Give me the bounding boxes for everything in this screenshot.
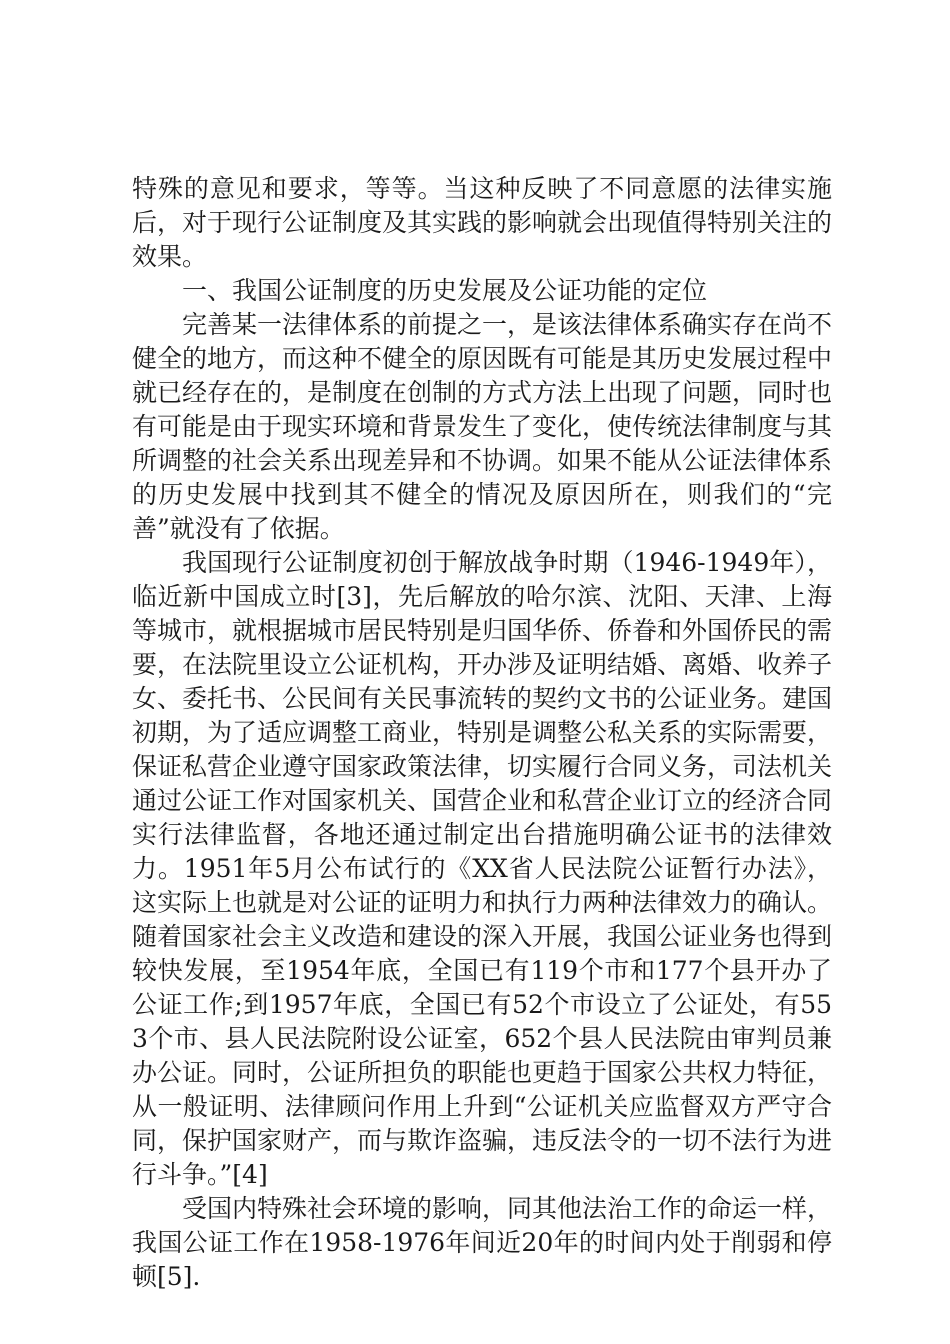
paragraph-continuation: 特殊的意见和要求，等等。当这种反映了不同意愿的法律实施后，对于现行公证制度及其实践的影响就会出现值得特别关注的效果。 [132,174,833,271]
paragraph-body: 我国现行公证制度初创于解放战争时期（1946-1949年），临近新中国成立时[3]，先后解放的哈尔滨、沈阳、天津、上海等城市，就根据城市居民特别是归国华侨、侨眷和外国侨民的需要，在法院里设立公证机构，开办涉及证明结婚、离婚、收养子女、委托书、公民间有关民事流转的契约文书的公证业务。建国初期，为了适应调整工商业，特别是调整公私关系的实际需要，保证私营企业遵守国家政策法律，切实履行合同义务，司法机关通过公证工作对国家机关、国营企业和私营企业订立的经济合同实行法律监督，各地还通过制定出台措施明确公证书的法律效力。1951年5月公布试行的《XX省人民法院公证暂行办法》，这实际上也就是对公证的证明力和执行力两种法律效力的确认。随着国家社会主义改造和建设的深入开展，我国公证业务也得到较快发展，至1954年底，全国已有119个市和177个县开办了公证工作;到1957年底，全国已有52个市设立了公证处，有553个市、县人民法院附设公证室，652个县人民法院由审判员兼办公证。同时，公证所担负的职能也更趋于国家公共权力特征，从一般证明、法律顾问作用上升到“公证机关应监督双方严守合同，保护国家财产，而与欺诈盗骗，违反法令的一切不法行为进行斗争。”[4] [132,548,833,1189]
section-heading: 一、我国公证制度的历史发展及公证功能的定位 [182,276,708,305]
document-page [132,172,832,1294]
paragraph-body: 受国内特殊社会环境的影响，同其他法治工作的命运一样，我国公证工作在1958-1976年间近20年的时间内处于削弱和停顿[5]. [132,1194,833,1291]
paragraph-body: 完善某一法律体系的前提之一，是该法律体系确实存在尚不健全的地方，而这种不健全的原因既有可能是其历史发展过程中就已经存在的，是制度在创制的方式方法上出现了问题，同时也有可能是由于现实环境和背景发生了变化，使传统法律制度与其所调整的社会关系出现差异和不协调。如果不能从公证法律体系的历史发展中找到其不健全的情况及原因所在，则我们的“完善”就没有了依据。 [132,310,833,543]
